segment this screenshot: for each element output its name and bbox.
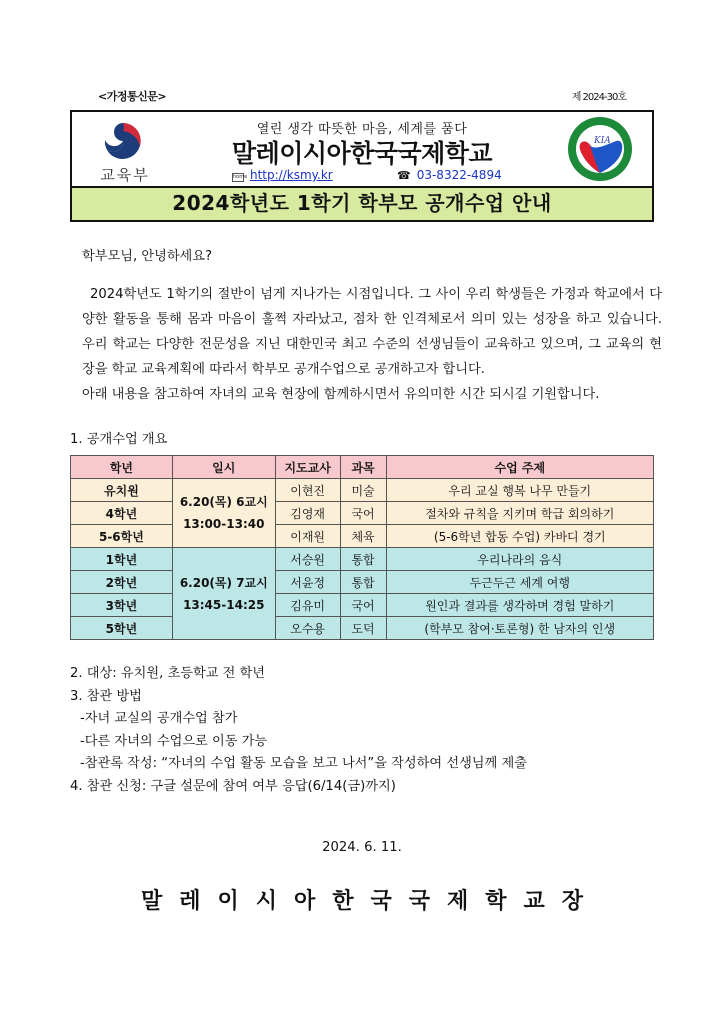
topic-cell: 우리나라의 음식: [386, 548, 653, 571]
phone-number: 03-8322-4894: [416, 168, 502, 182]
table-row: [71, 548, 654, 571]
subject-cell: 도덕: [340, 617, 386, 640]
subject-cell: 체육: [340, 525, 386, 548]
datetime-cell: [172, 548, 275, 640]
teacher-cell: 이재원: [275, 525, 340, 548]
teacher-cell: 김영재: [275, 502, 340, 525]
table-header-row: [71, 456, 654, 479]
letterhead-top: [72, 112, 652, 186]
list-subitem: -참관록 작성: “자녀의 수업 활동 모습을 보고 나서”을 작성하여 선생님께 제출: [80, 756, 527, 771]
datetime-cell: [172, 479, 275, 548]
grade-cell: 2학년: [71, 571, 173, 594]
principal-signature: 말레이시아한국국제학교장: [140, 889, 601, 914]
school-name: 말레이시아한국국제학교: [231, 139, 493, 168]
column-header-grade: 학년: [71, 456, 173, 479]
section-overview-title: 1. 공개수업 개요: [70, 432, 168, 447]
time-range-text: 13:00-13:40: [183, 517, 265, 531]
svg-text:KIA: KIA: [594, 136, 611, 146]
teacher-cell: 서윤정: [275, 571, 340, 594]
column-header-subject: 과목: [340, 456, 386, 479]
list-item-target: 2. 대상: 유치원, 초등학교 전 학년: [70, 666, 266, 681]
table-row: [71, 594, 654, 617]
teacher-cell: 이현진: [275, 479, 340, 502]
grade-cell: 3학년: [71, 594, 173, 617]
list-subitem: -다른 자녀의 수업으로 이동 가능: [80, 733, 268, 749]
table-row: [71, 479, 654, 502]
topic-cell: 두근두근 세계 여행: [386, 571, 653, 594]
topic-cell: (학부모 참여·토론형) 한 남자의 인생: [386, 617, 653, 640]
subject-cell: 통합: [340, 571, 386, 594]
website-contact: [232, 168, 333, 182]
topic-cell: (5-6학년 합동 수업) 카바디 경기: [386, 525, 653, 548]
topic-cell: 원인과 결과를 생각하며 경험 말하기: [386, 594, 653, 617]
school-slogan: 열린 생각 따뜻한 마음, 세계를 품다: [256, 122, 468, 137]
grade-cell: 5학년: [71, 617, 173, 640]
phone-contact: [397, 168, 502, 182]
subject-cell: 국어: [340, 594, 386, 617]
list-subitem: -자녀 교실의 공개수업 참가: [80, 711, 238, 726]
table-row: [71, 525, 654, 548]
school-emblem-icon: [566, 115, 634, 183]
grade-cell: 5-6학년: [71, 525, 173, 548]
teacher-cell: 김유미: [275, 594, 340, 617]
issue-date: 2024. 6. 11.: [322, 840, 402, 855]
schedule-table: [70, 455, 654, 640]
topic-cell: 우리 교실 행복 나무 만들기: [386, 479, 653, 502]
home-icon: home: [233, 174, 248, 180]
telephone-icon: ☎: [397, 169, 411, 182]
column-header-teacher: 지도교사: [275, 456, 340, 479]
closing-paragraph: 아래 내용을 참고하여 자녀의 교육 현장에 함께하시면서 유의미한 시간 되시길 기원합니다.: [82, 387, 600, 402]
letterhead: [70, 110, 654, 222]
table-row: [71, 502, 654, 525]
ministry-name: 교육부: [100, 166, 150, 184]
document-type-label: <가정통신문>: [98, 90, 167, 103]
document-title: 2024학년도 1학기 학부모 공개수업 안내: [72, 186, 652, 220]
issue-number: 제 2024-30호: [571, 92, 626, 103]
list-item-application: 4. 참관 신청: 구글 설문에 참여 여부 응답(6/14(금)까지): [70, 778, 396, 794]
table-row: [71, 571, 654, 594]
website-link[interactable]: http://ksmy.kr: [250, 168, 333, 182]
subject-cell: 국어: [340, 502, 386, 525]
topic-cell: 절차와 규칙을 지키며 학급 회의하기: [386, 502, 653, 525]
subject-cell: 통합: [340, 548, 386, 571]
period-text: 6.20(목) 6교시: [179, 495, 268, 509]
grade-cell: 4학년: [71, 502, 173, 525]
teacher-cell: 서승원: [275, 548, 340, 571]
teacher-cell: 오수용: [275, 617, 340, 640]
column-header-datetime: 일시: [172, 456, 275, 479]
intro-paragraph: [82, 282, 662, 382]
grade-cell: 1학년: [71, 548, 173, 571]
list-item-method: 3. 참관 방법: [70, 688, 142, 704]
intro-paragraph-text: 2024학년도 1학기의 절반이 넘게 지나가는 시점입니다. 그 사이 우리 학생들은 가정과 학교에서 다양한 활동을 통해 몸과 마음이 훌쩍 자라났고, 점차 한 인격체로서 의미 있는 성장을 하고 있습니다. 우리 학교는 다양한 전문성을 지닌 대한민국 최고 수준의 선생님들이 교육하고 있으며, 그 교육의 현장을 학교 교육계획에 따라서 학부모 공개수업으로 공개하고자 합니다.: [82, 287, 662, 377]
time-range-text: 13:45-14:25: [183, 597, 265, 612]
column-header-topic: 수업 주제: [386, 456, 653, 479]
period-text: 6.20(목) 7교시: [179, 575, 268, 590]
table-row: [71, 617, 654, 640]
grade-cell: 유치원: [71, 479, 173, 502]
details-list: [70, 663, 527, 798]
greeting: 학부모님, 안녕하세요?: [82, 249, 213, 264]
subject-cell: 미술: [340, 479, 386, 502]
